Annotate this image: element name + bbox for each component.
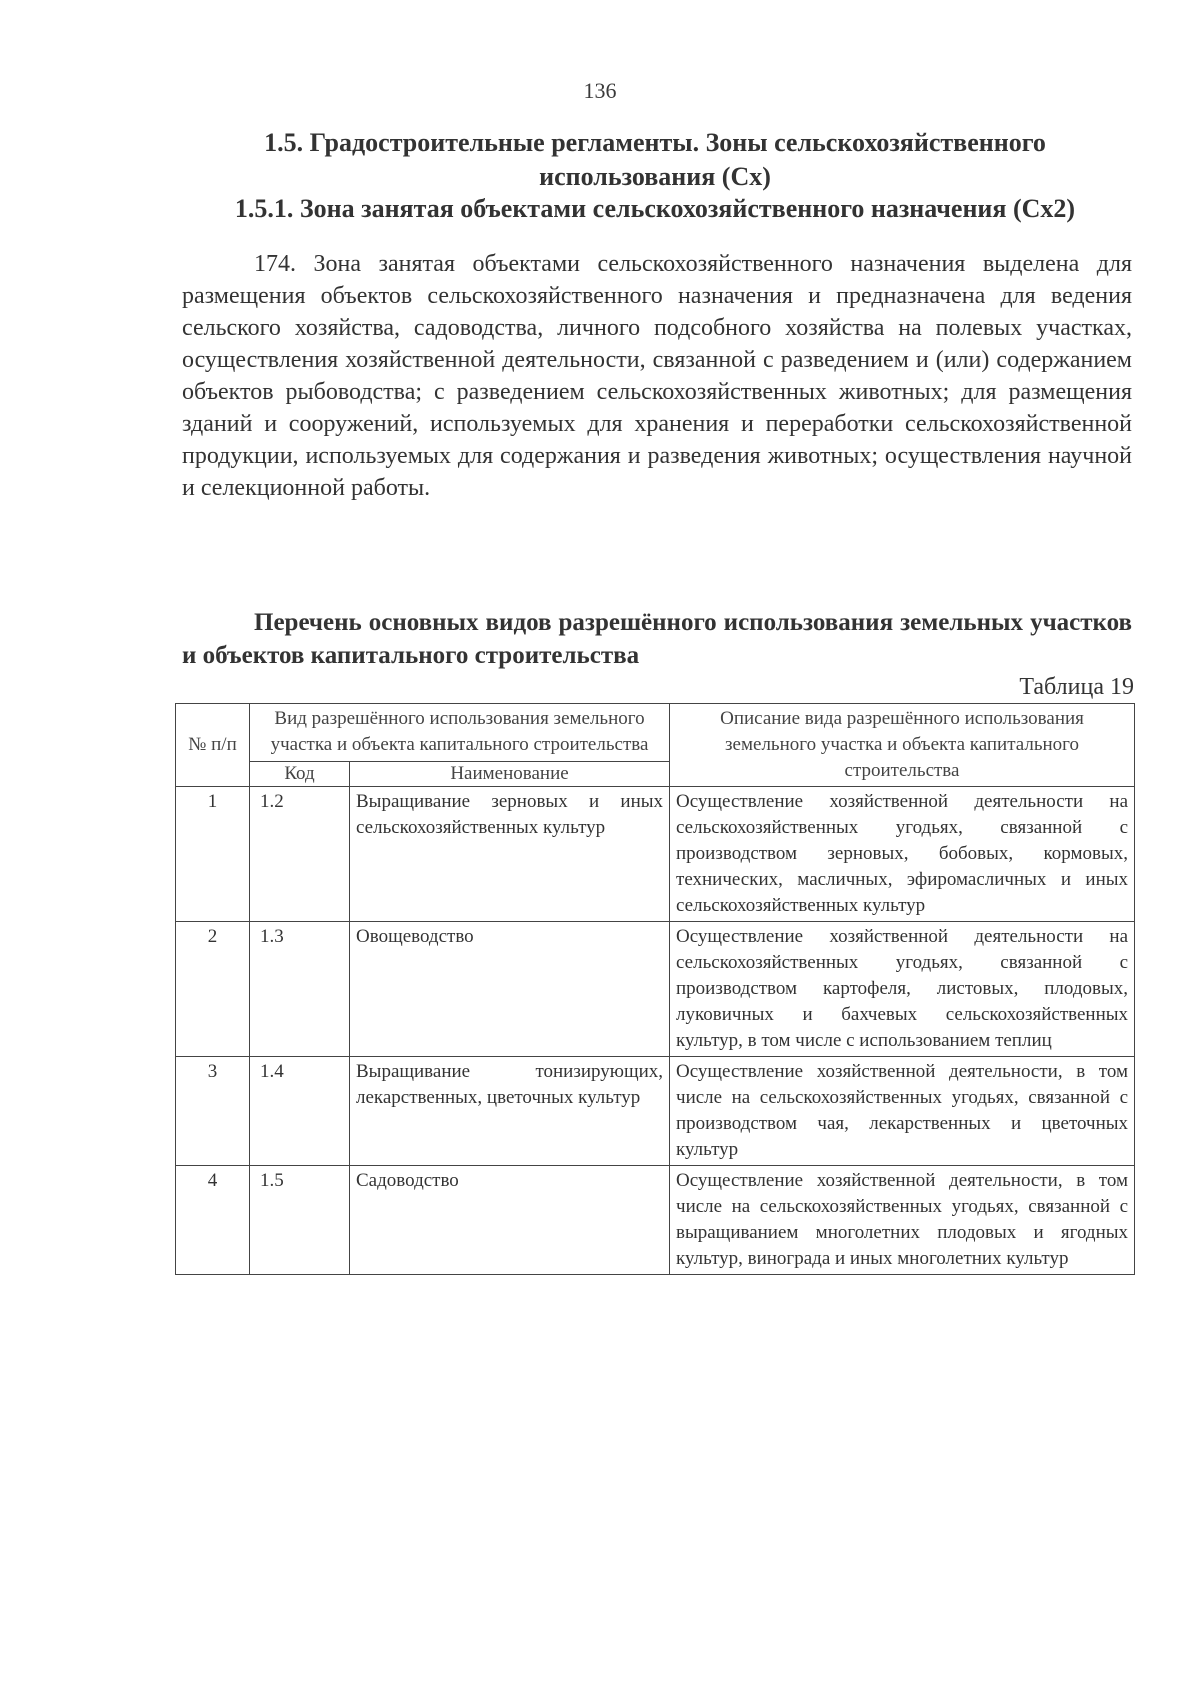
row-name: Овощеводство (350, 922, 670, 1057)
table-row (176, 787, 1135, 922)
table-row (176, 922, 1135, 1057)
subsection-heading: 1.5.1. Зона занятая объектами сельскохозяйственного назначения (Сх2) (234, 194, 1076, 223)
row-code: 1.3 (250, 922, 350, 1057)
row-description: Осуществление хозяйственной деятельности, в том числе на сельскохозяйственных угодьях, связанной с производством чая, лекарственных и цветочных культур (670, 1057, 1135, 1166)
row-description: Осуществление хозяйственной деятельности, в том числе на сельскохозяйственных угодьях, связанной с выращиванием многолетних плодовых и ягодных культур, винограда и иных многолетних культур (670, 1166, 1135, 1275)
table-row (176, 1166, 1135, 1275)
row-name: Выращивание тонизирующих, лекарственных, цветочных культур (350, 1057, 670, 1166)
permitted-use-table (175, 703, 1135, 1275)
row-code: 1.2 (250, 787, 350, 922)
table-header-row (176, 704, 1135, 762)
page-number: 136 (583, 78, 617, 103)
table-row (176, 1057, 1135, 1166)
header-kind-group: Вид разрешённого использования земельного участка и объекта капитального строительства (250, 704, 670, 762)
row-num: 3 (176, 1057, 250, 1166)
table-label: Таблица 19 (1019, 674, 1134, 700)
row-num: 2 (176, 922, 250, 1057)
header-description: Описание вида разрешённого использования земельного участка и объекта капитального строительства (670, 704, 1135, 787)
header-name: Наименование (350, 761, 670, 786)
row-code: 1.5 (250, 1166, 350, 1275)
row-name: Выращивание зерновых и иных сельскохозяйственных культур (350, 787, 670, 922)
row-num: 4 (176, 1166, 250, 1275)
section-heading: 1.5. Градостроительные регламенты. Зоны сельскохозяйственного использования (Сх) (264, 128, 1046, 191)
row-description: Осуществление хозяйственной деятельности на сельскохозяйственных угодьях, связанной с производством зерновых, бобовых, кормовых, технических, масличных, эфиромасличных и иных сельскохозяйственных культур (670, 787, 1135, 922)
list-title: Перечень основных видов разрешённого использования земельных участков и объектов капитального строительства (182, 609, 1132, 669)
row-description: Осуществление хозяйственной деятельности на сельскохозяйственных угодьях, связанной с производством картофеля, листовых, плодовых, луковичных и бахчевых сельскохозяйственных культур, в том числе с использованием теплиц (670, 922, 1135, 1057)
row-num: 1 (176, 787, 250, 922)
row-name: Садоводство (350, 1166, 670, 1275)
paragraph-174: 174. Зона занятая объектами сельскохозяйственного назначения выделена для размещения объектов сельскохозяйственного назначения и предназначена для ведения сельского хозяйства, садоводства, личного подсобного хозяйства на полевых участках, осуществления хозяйственной деятельности, связанной с разведением и (или) содержанием объектов рыбоводства; с разведением сельскохозяйственных животных; для размещения зданий и сооружений, используемых для хранения и переработки сельскохозяйственной продукции, используемых для содержания и разведения животных; осуществления научной и селекционной работы. (182, 251, 1132, 501)
header-code: Код (250, 761, 350, 786)
row-code: 1.4 (250, 1057, 350, 1166)
header-num: № п/п (176, 704, 250, 787)
